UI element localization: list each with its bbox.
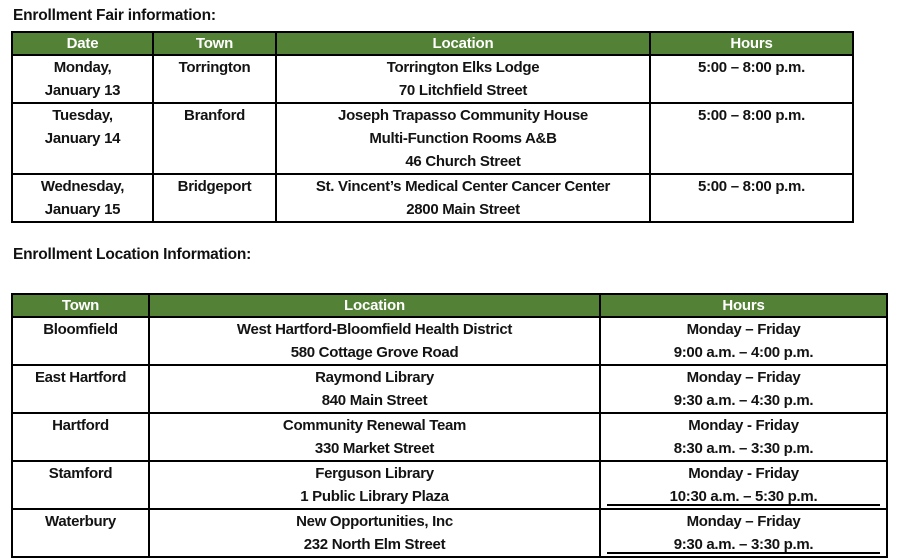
table-row [12,413,887,461]
locations-section-title: Enrollment Location Information: [13,246,252,263]
cell-line: Wednesday, [40,178,125,195]
cell-line: 5:00 – 8:00 p.m. [698,59,805,76]
location-cell [276,174,650,222]
cell-line: 330 Market Street [314,440,435,457]
cell-line: 1 Public Library Plaza [300,488,449,505]
cell-line: 70 Litchfield Street [398,82,528,99]
cell-line: Waterbury [45,513,116,530]
cell-line: Monday - Friday [688,465,799,482]
cell-line: Monday – Friday [686,321,801,338]
cell-line: Bloomfield [43,321,118,338]
cell-line: Monday, [53,59,112,76]
cell-line: Hartford [52,417,109,434]
hours-cell [600,461,887,509]
cell-line: 840 Main Street [321,392,428,409]
cell-line: January 14 [44,130,121,147]
town-cell [153,55,276,103]
cell-line: Stamford [48,465,113,482]
cell-line: Tuesday, [52,107,113,124]
cell-line: 9:30 a.m. – 4:30 p.m. [673,392,814,409]
town-cell [153,103,276,174]
table-row [12,317,887,365]
table-row [12,55,853,103]
cell-line: January 15 [44,201,121,218]
locations-table [11,293,888,558]
cell-line: Monday - Friday [688,417,799,434]
town-cell [12,509,149,557]
column-header-town: Town [12,294,149,317]
cell-line: 46 Church Street [405,153,521,170]
column-header-location: Location [149,294,600,317]
cell-line: 5:00 – 8:00 p.m. [698,107,805,124]
cell-line: 9:30 a.m. – 3:30 p.m. [601,533,886,556]
hours-cell [650,103,853,174]
column-header-town: Town [153,32,276,55]
date-cell [12,55,153,103]
fair-table [11,31,854,223]
cell-line: Community Renewal Team [282,417,467,434]
town-cell [153,174,276,222]
town-cell [12,461,149,509]
column-header-hours: Hours [600,294,887,317]
fair-table-body [12,55,853,222]
hours-cell [600,317,887,365]
fair-header-row [12,32,853,55]
table-row [12,509,887,557]
cell-line: 10:30 a.m. – 5:30 p.m. [601,485,886,508]
cell-line: 5:00 – 8:00 p.m. [698,178,805,195]
date-cell [12,103,153,174]
date-cell [12,174,153,222]
location-cell [149,413,600,461]
cell-line: 580 Cottage Grove Road [290,344,459,361]
cell-line: East Hartford [34,369,127,386]
location-cell [149,461,600,509]
table-row [12,174,853,222]
cell-line: Monday – Friday [686,369,801,386]
column-header-date: Date [12,32,153,55]
town-cell [12,365,149,413]
location-cell [149,509,600,557]
cell-line: West Hartford-Bloomfield Health District [236,321,513,338]
cell-line: Bridgeport [177,178,252,195]
locations-table-body [12,317,887,557]
cell-line: Raymond Library [315,369,434,386]
hours-cell [600,509,887,557]
location-cell [276,103,650,174]
cell-line: New Opportunities, Inc [296,513,453,530]
cell-line: Torrington Elks Lodge [386,59,540,76]
hours-cell [600,413,887,461]
town-cell [12,317,149,365]
cell-line: Ferguson Library [315,465,434,482]
cell-line: St. Vincent’s Medical Center Cancer Center [315,178,611,195]
hours-cell [600,365,887,413]
cell-line: 9:00 a.m. – 4:00 p.m. [673,344,814,361]
location-cell [149,317,600,365]
cell-line: 232 North Elm Street [303,536,446,553]
table-row [12,461,887,509]
cell-line: 2800 Main Street [406,201,520,218]
hours-cell [650,174,853,222]
fair-section-title: Enrollment Fair information: [13,7,216,24]
cell-line: 8:30 a.m. – 3:30 p.m. [673,440,814,457]
locations-header-row [12,294,887,317]
table-row [12,365,887,413]
town-cell [12,413,149,461]
table-row [12,103,853,174]
location-cell [276,55,650,103]
cell-line: Torrington [178,59,251,76]
column-header-location: Location [276,32,650,55]
cell-line: Monday – Friday [686,513,801,530]
location-cell [149,365,600,413]
cell-line: Multi-Function Rooms A&B [369,130,557,147]
cell-line: January 13 [44,82,121,99]
cell-line: Branford [184,107,245,124]
hours-cell [650,55,853,103]
cell-line: Joseph Trapasso Community House [338,107,588,124]
column-header-hours: Hours [650,32,853,55]
